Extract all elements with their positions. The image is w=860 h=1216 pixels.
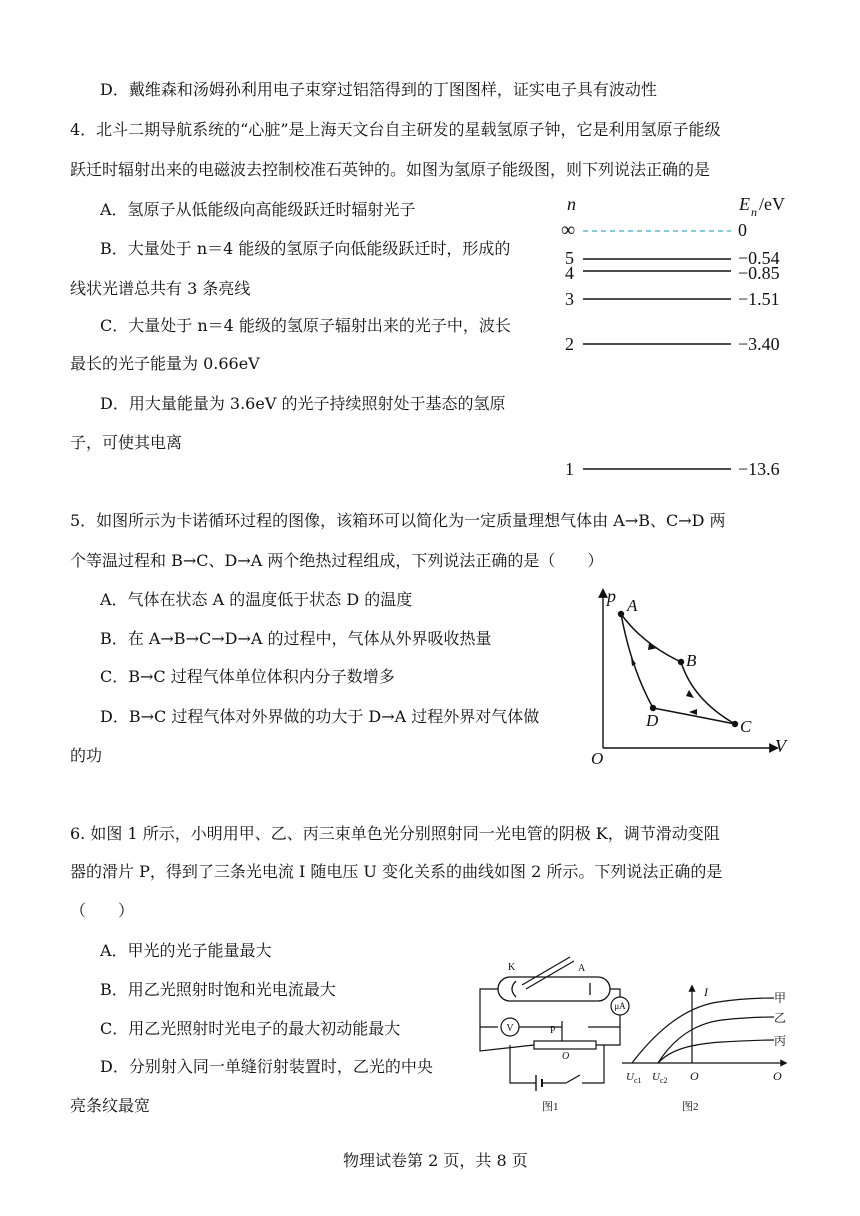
curve-d-to-a — [621, 614, 653, 708]
q4-option-a: A．氢原子从低能级向高能级跃迁时辐射光子 — [100, 200, 416, 219]
curve-a-to-b — [621, 614, 681, 662]
photocell-tube — [498, 977, 610, 1001]
label-b: B — [686, 651, 697, 670]
curve-label-jia: 甲 — [774, 991, 787, 1005]
q4-stem-line1: 4．北斗二期导航系统的“心脏”是上海天文台自主研发的星载氢原子钟，它是利用氢原子能级 — [70, 120, 721, 139]
rheostat — [534, 1041, 596, 1049]
q5-option-d-line1: D．B→C 过程气体对外界做的功大于 D→A 过程外界对气体做 — [100, 707, 540, 726]
p-axis-label: p — [607, 586, 616, 606]
curve-jia — [632, 998, 774, 1063]
wire-battery-left — [510, 1045, 536, 1083]
point-b — [678, 659, 684, 665]
uc1-subscript: c1 — [634, 1076, 642, 1085]
q6-stem-line2: 器的滑片 P，得到了三条光电流 I 随电压 U 变化关系的曲线如图 2 所示。下列说法正确的是 — [70, 862, 723, 881]
arrow-c-to-d — [689, 709, 697, 715]
label-a: A — [627, 596, 638, 615]
carnot-pv-diagram — [585, 582, 795, 772]
microammeter-label: μA — [614, 1001, 626, 1011]
level-label-5: 5 — [565, 248, 574, 268]
photoelectric-circuit-figure — [470, 955, 630, 1115]
label-k: K — [508, 962, 516, 973]
q6-stem-line3: （ ） — [70, 901, 135, 920]
q4-option-b-line2: 线状光谱总共有 3 条亮线 — [70, 279, 251, 298]
q4-option-d-line1: D．用大量能量为 3.6eV 的光子持续照射处于基态的氢原 — [100, 394, 506, 413]
level-energy-5: −0.54 — [738, 248, 780, 268]
point-c — [732, 721, 738, 727]
level-energy-1: −13.6 — [738, 459, 780, 479]
curve-bing — [658, 1040, 774, 1063]
arrow-d-to-a — [631, 657, 636, 666]
q6-option-d-line1: D．分别射入同一单缝衍射装置时，乙光的中央 — [100, 1057, 433, 1076]
u-axis-end-label: O — [773, 1069, 782, 1083]
origin-label: O — [591, 749, 604, 768]
q6-option-a: A．甲光的光子能量最大 — [100, 941, 272, 960]
fig2-caption: 图2 — [682, 1101, 699, 1113]
arrow-b-to-c — [686, 690, 694, 698]
q6-option-c: C．用乙光照射时光电子的最大初动能最大 — [100, 1019, 401, 1038]
q5-stem-line2: 个等温过程和 B→C、D→A 两个绝热过程组成，下列说法正确的是（ ） — [70, 551, 604, 570]
level-label-inf: ∞ — [561, 219, 576, 241]
level-label-4: 4 — [565, 263, 574, 283]
origin-label: O — [690, 1069, 699, 1083]
light-beam-upper — [522, 957, 570, 985]
arrow-a-to-b — [648, 643, 658, 650]
level-label-2: 2 — [565, 334, 574, 354]
q5-option-b: B．在 A→B→C→D→A 的过程中，气体从外界吸收热量 — [100, 629, 492, 648]
level-energy-3: −1.51 — [738, 289, 780, 309]
n-axis-label: n — [567, 194, 576, 214]
level-energy-4: −0.85 — [738, 263, 780, 283]
v-axis-label: V — [775, 736, 786, 756]
fig1-caption: 图1 — [542, 1101, 559, 1113]
q4-option-d-line2: 子，可使其电离 — [70, 433, 183, 452]
q4-stem-line2: 跃迁时辐射出来的电磁波去控制校准石英钟的。如图为氢原子能级图，则下列说法正确的是 — [70, 160, 711, 179]
wire-left — [480, 989, 498, 1027]
label-p: P — [550, 1025, 556, 1036]
label-d: D — [646, 711, 659, 730]
uc1-label: U — [626, 1071, 634, 1083]
wire-battery-right — [582, 1045, 604, 1083]
level-energy-2: −3.40 — [738, 334, 780, 354]
energy-axis-unit: /eV — [759, 194, 785, 214]
level-label-3: 3 — [565, 289, 574, 309]
q4-option-c-line1: C．大量处于 n＝4 能级的氢原子辐射出来的光子中，波长 — [100, 316, 511, 335]
switch-icon — [566, 1075, 580, 1083]
q5-stem-line1: 5．如图所示为卡诺循环过程的图像，该箱环可以简化为一定质量理想气体由 A→B、C→D 两 — [70, 511, 726, 530]
label-c: C — [740, 717, 752, 736]
wire-right-mid — [588, 1015, 620, 1027]
q6-option-d-line2: 亮条纹最宽 — [70, 1096, 151, 1115]
q4-option-c-line2: 最长的光子能量为 0.66eV — [70, 354, 260, 373]
photocurrent-iu-graph — [618, 982, 798, 1114]
page-footer: 物理试卷第 2 页，共 8 页 — [343, 1151, 528, 1170]
q6-stem-line1: 6. 如图 1 所示，小明用甲、乙、丙三束单色光分别照射同一光电管的阴极 K，调节滑动变阻 — [70, 824, 720, 843]
point-a — [618, 611, 624, 617]
q4-option-b-line1: B．大量处于 n＝4 能级的氢原子向低能级跃迁时，形成的 — [100, 239, 511, 258]
level-label-1: 1 — [565, 459, 574, 479]
level-energy-inf: 0 — [738, 220, 747, 240]
q6-option-b: B．用乙光照射时饱和光电流最大 — [100, 980, 336, 999]
curve-label-yi: 乙 — [774, 1011, 787, 1025]
curve-label-bing: 丙 — [774, 1034, 787, 1048]
label-o: O — [562, 1051, 570, 1062]
q5-option-a: A．气体在状态 A 的温度低于状态 D 的温度 — [100, 590, 413, 609]
energy-axis-label: E — [739, 194, 750, 214]
q3-option-d: D．戴维森和汤姆孙利用电子束穿过铝箔得到的丁图图样，证实电子具有波动性 — [100, 80, 657, 99]
i-axis-label: I — [704, 985, 708, 999]
label-a: A — [578, 963, 586, 974]
wire-bottom-right — [596, 1027, 620, 1045]
q5-option-d-line2: 的功 — [70, 746, 103, 765]
energy-axis-subscript: n — [751, 205, 757, 219]
light-beam-lower — [526, 961, 574, 989]
uc2-label: U — [652, 1071, 660, 1083]
cathode-k — [512, 981, 516, 997]
voltmeter-label: V — [506, 1023, 514, 1034]
energy-level-diagram — [555, 188, 805, 488]
uc2-subscript: c2 — [660, 1076, 668, 1085]
q5-option-c: C．B→C 过程气体单位体积内分子数增多 — [100, 667, 395, 686]
